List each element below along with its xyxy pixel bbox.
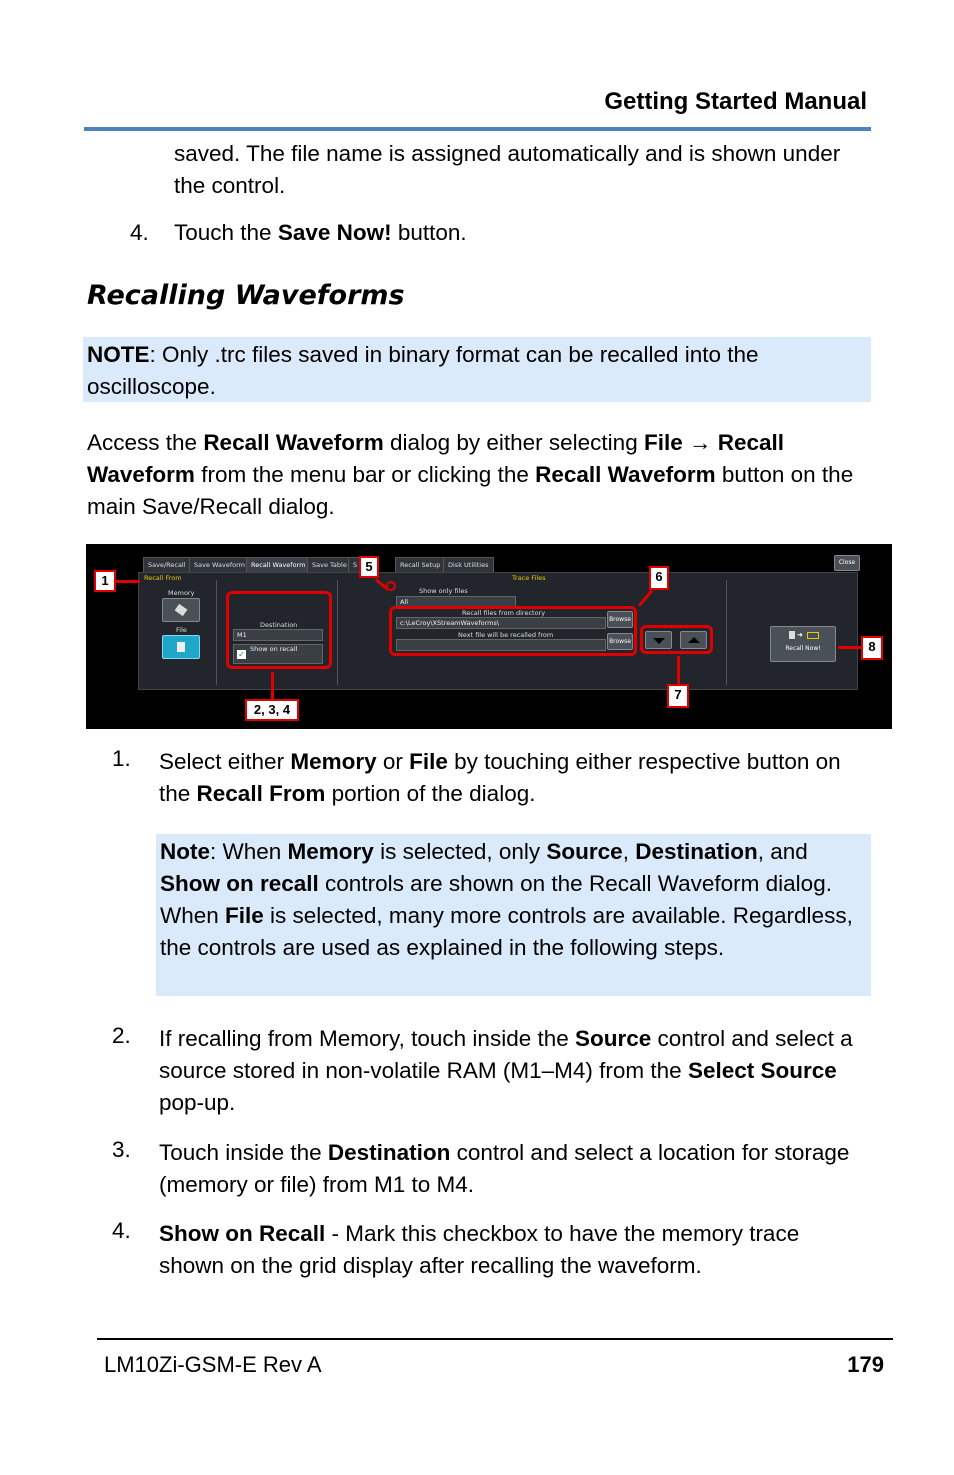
separator — [216, 580, 217, 685]
arrow-right-icon: ➜ — [797, 632, 803, 639]
file-icon — [177, 642, 185, 652]
file-label: File — [176, 626, 187, 634]
running-header: Getting Started Manual — [604, 88, 867, 115]
browse-file-button[interactable]: Browse — [607, 633, 633, 650]
separator — [337, 580, 338, 685]
recall-directory-field[interactable]: c:\LeCroy\XStreamWaveforms\ — [396, 617, 606, 629]
header-rule — [84, 127, 871, 131]
tab-disk-utilities[interactable]: Disk Utilities — [443, 557, 494, 573]
tab-recall-setup[interactable]: Recall Setup — [395, 557, 445, 573]
callout-arrow-8 — [838, 646, 861, 649]
destination-field[interactable]: M1 — [233, 629, 323, 641]
recall-waveform-figure — [86, 544, 892, 729]
step-4-number: 4. — [130, 220, 149, 245]
show-only-files-field[interactable]: All — [396, 596, 516, 608]
callout-badge-6: 6 — [649, 566, 669, 590]
footer-rule — [97, 1338, 893, 1340]
tab-recall-waveform[interactable]: Recall Waveform — [246, 557, 310, 573]
memory-button[interactable] — [162, 598, 200, 622]
tab-save-recall[interactable]: Save/Recall — [143, 557, 191, 573]
file-button[interactable] — [162, 635, 200, 659]
recall-now-button[interactable]: ➜ Recall Now! — [770, 626, 836, 662]
tab-save-table[interactable]: Save Table — [307, 557, 352, 573]
step-1-text: Select either Memory or File by touching either respective button on the Recall From portion of the dialog. — [159, 749, 841, 806]
note-box: NOTE: Only .trc files saved in binary format can be recalled into the oscilloscope. — [83, 337, 871, 402]
callout-badge-1: 1 — [94, 570, 116, 592]
page-number: 179 — [847, 1352, 884, 1377]
step-4-text: Touch the Save Now! button. — [174, 220, 467, 245]
memory-label: Memory — [168, 589, 195, 597]
recall-from-label: Recall From — [144, 574, 182, 582]
next-file-label: Next file will be recalled from — [458, 631, 554, 639]
step-4-recall-text: Show on Recall - Mark this checkbox to have the memory trace shown on the grid display after recalling the waveform. — [159, 1221, 800, 1278]
step-2-number: 2. — [112, 1023, 131, 1048]
section-heading: Recalling Waveforms — [87, 280, 405, 311]
step-3-number: 3. — [112, 1137, 131, 1162]
callout-arrow-7 — [677, 656, 680, 684]
callout-badge-2-3-4: 2, 3, 4 — [245, 699, 299, 721]
browse-directory-button[interactable]: Browse — [607, 611, 633, 628]
step-3-text: Touch inside the Destination control and select a location for storage (memory or file) from M1 to M4. — [159, 1140, 850, 1197]
step-2-text: If recalling from Memory, touch inside the Source control and select a source stored in non-volatile RAM (M1–M4) from the Select Source pop-up. — [159, 1026, 853, 1115]
memory-icon — [175, 604, 188, 616]
callout-box-7 — [640, 625, 713, 654]
callout-badge-8: 8 — [861, 636, 883, 660]
recall-directory-label: Recall files from directory — [462, 609, 546, 617]
memory-file-note-box: Note: When Memory is selected, only Source, Destination, and Show on recall controls are shown on the Recall Waveform dialog. When File is selected, many more controls are available. Regardless, the controls are used as explained in the following steps. — [156, 834, 871, 996]
callout-box-6 — [389, 606, 637, 656]
show-on-recall-checkbox[interactable]: ✓ Show on recall — [233, 644, 323, 664]
callout-arrow-1 — [116, 580, 140, 583]
footer-doc-id: LM10Zi-GSM-E Rev A — [104, 1352, 322, 1377]
access-paragraph: Access the Recall Waveform dialog by either selecting File → Recall Waveform from the menu bar or clicking the Recall Waveform button on the main Save/Recall dialog. — [87, 430, 854, 519]
trace-icon — [807, 632, 819, 639]
checkmark-icon: ✓ — [238, 650, 245, 659]
tab-save-setup[interactable]: S — [348, 557, 362, 573]
destination-label: Destination — [260, 621, 298, 629]
separator — [726, 580, 727, 685]
show-only-files-label: Show only files — [419, 587, 468, 595]
callout-badge-7: 7 — [667, 684, 689, 708]
file-icon — [789, 631, 795, 639]
close-button[interactable]: Close — [834, 555, 860, 571]
tab-save-waveform[interactable]: Save Waveform — [189, 557, 250, 573]
step-1-number: 1. — [112, 746, 131, 771]
callout-badge-5: 5 — [359, 556, 379, 578]
step-4-recall-number: 4. — [112, 1218, 131, 1243]
continuation-text: saved. The file name is assigned automatically and is shown under the control. — [174, 141, 841, 198]
trace-files-label: Trace Files — [512, 574, 546, 582]
callout-arrow-2-3-4 — [271, 672, 274, 699]
callout-box-2-3-4 — [226, 591, 332, 669]
